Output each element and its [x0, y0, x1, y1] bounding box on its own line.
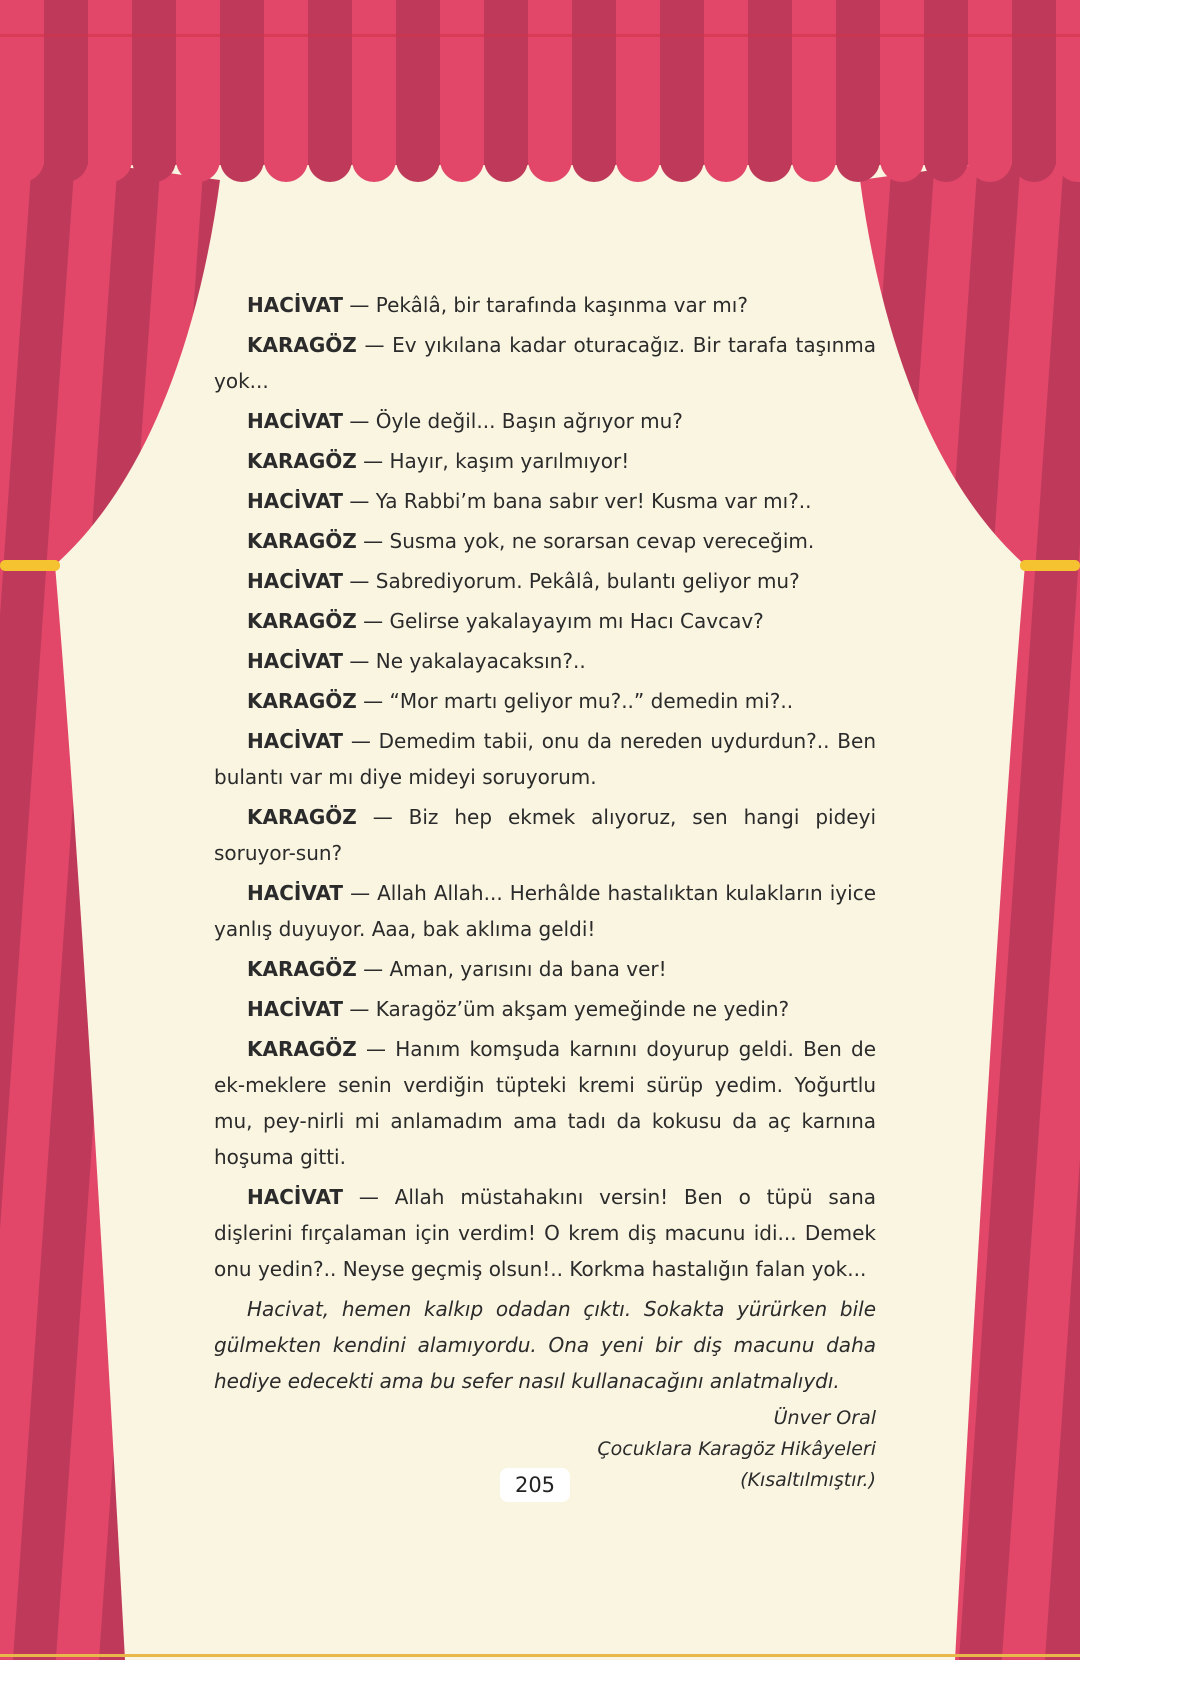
valance-scallop [0, 138, 44, 182]
dialogue-text: — Pekâlâ, bir tarafında kaşınma var mı? [349, 293, 748, 317]
speaker-name: KARAGÖZ [247, 609, 357, 633]
valance-scallop [836, 138, 880, 182]
speaker-name: KARAGÖZ [247, 957, 357, 981]
dialogue-line [214, 403, 876, 439]
valance-scallop [220, 138, 264, 182]
dialogue-text: — Aman, yarısını da bana ver! [363, 957, 667, 981]
speaker-name: HACİVAT [247, 729, 344, 753]
valance-scallop [308, 138, 352, 182]
dialogue-text: — Hayır, kaşım yarılmıyor! [363, 449, 630, 473]
valance-scallop [132, 138, 176, 182]
dialogue-text: — Allah Allah... Herhâlde hastalıktan kulakların iyice yanlış duyuyor. Aaa, bak aklıma geldi! [214, 881, 876, 941]
dialogue-line [214, 991, 876, 1027]
dialogue-line [214, 723, 876, 795]
dialogue-line [214, 443, 876, 479]
valance-scallop [176, 138, 220, 182]
dialogue-text: — “Mor martı geliyor mu?..” demedin mi?.. [363, 689, 794, 713]
left-tieback [0, 560, 60, 571]
dialogue-text: — Susma yok, ne sorarsan cevap vereceğim. [363, 529, 815, 553]
valance-scallop [440, 138, 484, 182]
speaker-name: HACİVAT [247, 1185, 344, 1209]
dialogue-line [214, 683, 876, 719]
narration: Hacivat, hemen kalkıp odadan çıktı. Sokakta yürürken bile gülmekten kendini alamıyordu. Ona yeni bir diş macunu daha hediye edecekti ama bu sefer nasıl kullanacağını anlatmalıydı. [214, 1297, 876, 1393]
speaker-name: KARAGÖZ [247, 333, 357, 357]
valance-scallop [660, 138, 704, 182]
dialogue-line [214, 523, 876, 559]
dialogue-line [214, 875, 876, 947]
valance-scallop [1012, 138, 1056, 182]
valance-scallop [572, 138, 616, 182]
speaker-name: HACİVAT [247, 409, 344, 433]
speaker-name: KARAGÖZ [247, 689, 357, 713]
speaker-name: HACİVAT [247, 997, 344, 1021]
valance-scallop [528, 138, 572, 182]
dialogue-text: — Gelirse yakalayayım mı Hacı Cavcav? [363, 609, 764, 633]
speaker-name: KARAGÖZ [247, 529, 357, 553]
dialogue-line [214, 951, 876, 987]
dialogue-text: — Karagöz’üm akşam yemeğinde ne yedin? [349, 997, 790, 1021]
bottom-rule [0, 1654, 1080, 1657]
valance-scallop [880, 138, 924, 182]
speaker-name: KARAGÖZ [247, 449, 357, 473]
dialogue-text: — Biz hep ekmek alıyoruz, sen hangi pideyi soruyor-sun? [214, 805, 877, 865]
left-curtain [0, 150, 220, 1660]
valance [0, 0, 1080, 182]
dialogue-line [214, 327, 876, 399]
dialogue-line [214, 799, 876, 871]
valance-scallop [396, 138, 440, 182]
speaker-name: HACİVAT [247, 649, 344, 673]
speaker-name: HACİVAT [247, 293, 344, 317]
valance-scallop [44, 138, 88, 182]
speaker-name: HACİVAT [247, 881, 344, 905]
dialogue-line [214, 1179, 876, 1287]
speaker-name: HACİVAT [247, 569, 344, 593]
dialogue-text: — Sabrediyorum. Pekâlâ, bulantı geliyor mu? [349, 569, 800, 593]
valance-scallop [968, 138, 1012, 182]
right-curtain [860, 150, 1080, 1660]
dialogue-text: — Hanım komşuda karnını doyurup geldi. Ben de ek-meklere senin verdiğin tüpteki kremi sürüp yedim. Yoğurtlu mu, pey-nirli mi anlamadım ama tadı da kokusu da aç karnına hoşuma gitti. [214, 1037, 876, 1169]
page-number: 205 [500, 1468, 570, 1502]
story-text [214, 287, 876, 1496]
valance-scallop [704, 138, 748, 182]
valance-scallop [924, 138, 968, 182]
valance-scallop [264, 138, 308, 182]
dialogue-text: — Öyle değil... Başın ağrıyor mu? [349, 409, 683, 433]
speaker-name: KARAGÖZ [247, 1037, 357, 1061]
source-book: Çocuklara Karagöz Hikâyeleri [597, 1438, 876, 1460]
source-note: (Kısaltılmıştır.) [740, 1469, 876, 1491]
dialogue-text: — Ev yıkılana kadar oturacağız. Bir tarafa taşınma yok... [214, 333, 876, 393]
dialogue-text: — Ya Rabbi’m bana sabır ver! Kusma var mı?.. [349, 489, 812, 513]
dialogue-line [214, 603, 876, 639]
dialogue-line [214, 483, 876, 519]
dialogue-line [214, 563, 876, 599]
valance-scallop [484, 138, 528, 182]
dialogue-line [214, 287, 876, 323]
valance-scallop [88, 138, 132, 182]
dialogue-line [214, 643, 876, 679]
right-tieback [1020, 560, 1080, 571]
speaker-name: KARAGÖZ [247, 805, 357, 829]
valance-scallop [792, 138, 836, 182]
dialogue-text: — Allah müstahakını versin! Ben o tüpü sana dişlerini fırçalaman için verdim! O krem diş macunu idi... Demek onu yedin?.. Neyse geçmiş olsun!.. Korkma hastalığın falan yok... [214, 1185, 876, 1281]
speaker-name: HACİVAT [247, 489, 344, 513]
dialogue-text: — Ne yakalayacaksın?.. [349, 649, 586, 673]
source-author: Ünver Oral [773, 1407, 876, 1429]
valance-scallop [616, 138, 660, 182]
dialogue-text: — Demedim tabii, onu da nereden uydurdun?.. Ben bulantı var mı diye mideyi soruyorum. [214, 729, 876, 789]
valance-scallop [352, 138, 396, 182]
valance-scallop [748, 138, 792, 182]
dialogue-line [214, 1031, 876, 1175]
